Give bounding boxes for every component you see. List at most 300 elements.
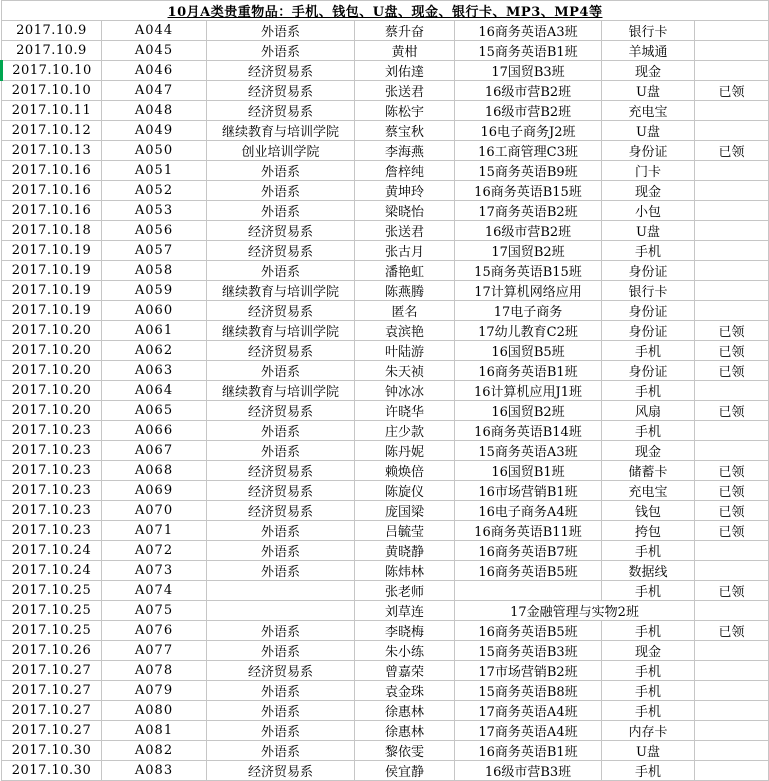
table-row — [2, 261, 769, 281]
table-row — [2, 761, 769, 781]
cell-item[interactable]: 门卡 — [602, 161, 695, 181]
cell-date[interactable]: 2017.10.10 — [2, 81, 102, 101]
cell-name[interactable]: 朱小练 — [355, 641, 455, 661]
cell-class[interactable]: 16电子商务J2班 — [455, 121, 602, 141]
cell-class[interactable]: 17商务英语A4班 — [455, 701, 602, 721]
cell-class[interactable]: 16商务英语A3班 — [455, 21, 602, 41]
cell-department[interactable]: 外语系 — [207, 541, 355, 561]
cell-id[interactable]: A048 — [102, 101, 207, 121]
cell-id[interactable]: A063 — [102, 361, 207, 381]
cell-department[interactable]: 外语系 — [207, 521, 355, 541]
cell-class[interactable]: 16级市营B2班 — [455, 221, 602, 241]
cell-department[interactable]: 外语系 — [207, 561, 355, 581]
cell-date[interactable]: 2017.10.24 — [2, 561, 102, 581]
cell-item[interactable]: 充电宝 — [602, 101, 695, 121]
cell-status[interactable] — [695, 561, 769, 581]
cell-item[interactable]: 手机 — [602, 421, 695, 441]
table-row — [2, 41, 769, 61]
cell-name[interactable]: 蔡宝秋 — [355, 121, 455, 141]
cell-id[interactable]: A062 — [102, 341, 207, 361]
cell-id[interactable]: A059 — [102, 281, 207, 301]
table-row — [2, 21, 769, 41]
cell-id[interactable]: A067 — [102, 441, 207, 461]
cell-name[interactable]: 陈燕腾 — [355, 281, 455, 301]
cell-id[interactable]: A077 — [102, 641, 207, 661]
cell-class[interactable]: 17金融管理与实物2班 — [455, 601, 695, 621]
cell-status[interactable] — [695, 761, 769, 781]
cell-status[interactable]: 已领 — [695, 521, 769, 541]
cell-item[interactable]: 羊城通 — [602, 41, 695, 61]
cell-id[interactable]: A053 — [102, 201, 207, 221]
table-row — [2, 661, 769, 681]
cell-name[interactable]: 许晓华 — [355, 401, 455, 421]
cell-name[interactable]: 黄坤玲 — [355, 181, 455, 201]
table-row — [2, 161, 769, 181]
cell-name[interactable]: 李晓梅 — [355, 621, 455, 641]
cell-name[interactable]: 梁晓怡 — [355, 201, 455, 221]
cell-department[interactable]: 经济贸易系 — [207, 221, 355, 241]
cell-item[interactable]: U盘 — [602, 741, 695, 761]
cell-name[interactable]: 陈炜林 — [355, 561, 455, 581]
cell-id[interactable]: A072 — [102, 541, 207, 561]
cell-status[interactable] — [695, 661, 769, 681]
cell-department[interactable]: 外语系 — [207, 261, 355, 281]
cell-date[interactable]: 2017.10.10 — [2, 61, 102, 81]
cell-item[interactable]: 内存卡 — [602, 721, 695, 741]
cell-item[interactable]: 现金 — [602, 61, 695, 81]
cell-status[interactable] — [695, 221, 769, 241]
cell-department[interactable]: 经济贸易系 — [207, 461, 355, 481]
cell-item[interactable]: 银行卡 — [602, 21, 695, 41]
cell-id[interactable]: A045 — [102, 41, 207, 61]
title-row — [2, 1, 769, 21]
cell-date[interactable]: 2017.10.18 — [2, 221, 102, 241]
cell-name[interactable]: 匿名 — [355, 301, 455, 321]
cell-class[interactable]: 16国贸B5班 — [455, 341, 602, 361]
cell-class[interactable]: 16级市营B2班 — [455, 81, 602, 101]
table-row — [2, 421, 769, 441]
cell-item[interactable]: 风扇 — [602, 401, 695, 421]
cell-date[interactable]: 2017.10.23 — [2, 481, 102, 501]
cell-class[interactable]: 16商务英语B1班 — [455, 741, 602, 761]
cell-status[interactable] — [695, 121, 769, 141]
cell-name[interactable]: 赖焕倍 — [355, 461, 455, 481]
cell-name[interactable]: 朱天祯 — [355, 361, 455, 381]
cell-status[interactable]: 已领 — [695, 621, 769, 641]
cell-item[interactable]: 现金 — [602, 441, 695, 461]
cell-item[interactable]: 银行卡 — [602, 281, 695, 301]
sheet-title: 10月A类贵重物品：手机、钱包、U盘、现金、银行卡、MP3、MP4等 — [2, 1, 769, 21]
cell-name[interactable]: 李海燕 — [355, 141, 455, 161]
cell-name[interactable]: 袁金珠 — [355, 681, 455, 701]
cell-id[interactable]: A061 — [102, 321, 207, 341]
table-row — [2, 301, 769, 321]
cell-item[interactable]: 充电宝 — [602, 481, 695, 501]
cell-date[interactable]: 2017.10.23 — [2, 441, 102, 461]
cell-id[interactable]: A082 — [102, 741, 207, 761]
cell-department[interactable]: 外语系 — [207, 361, 355, 381]
cell-name[interactable]: 袁滨艳 — [355, 321, 455, 341]
cell-name[interactable]: 张送君 — [355, 81, 455, 101]
cell-class[interactable]: 16商务英语B5班 — [455, 621, 602, 641]
cell-status[interactable] — [695, 541, 769, 561]
cell-class[interactable]: 16工商管理C3班 — [455, 141, 602, 161]
cell-department[interactable]: 外语系 — [207, 21, 355, 41]
cell-class[interactable]: 17商务英语B2班 — [455, 201, 602, 221]
cell-status[interactable]: 已领 — [695, 481, 769, 501]
cell-status[interactable] — [695, 681, 769, 701]
cell-status[interactable] — [695, 161, 769, 181]
cell-department[interactable]: 继续教育与培训学院 — [207, 381, 355, 401]
cell-name[interactable]: 黄柑 — [355, 41, 455, 61]
cell-name[interactable]: 张送君 — [355, 221, 455, 241]
cell-date[interactable]: 2017.10.25 — [2, 581, 102, 601]
cell-date[interactable]: 2017.10.30 — [2, 741, 102, 761]
cell-status[interactable] — [695, 181, 769, 201]
cell-item[interactable]: U盘 — [602, 81, 695, 101]
cell-id[interactable]: A071 — [102, 521, 207, 541]
table-row — [2, 441, 769, 461]
cell-item[interactable]: 手机 — [602, 701, 695, 721]
cell-item[interactable]: 手机 — [602, 341, 695, 361]
cell-date[interactable]: 2017.10.27 — [2, 721, 102, 741]
cell-date[interactable]: 2017.10.23 — [2, 421, 102, 441]
cell-date[interactable]: 2017.10.23 — [2, 501, 102, 521]
table-row — [2, 381, 769, 401]
cell-department[interactable] — [207, 601, 355, 621]
cell-department[interactable]: 外语系 — [207, 41, 355, 61]
cell-id[interactable]: A070 — [102, 501, 207, 521]
cell-department[interactable]: 创业培训学院 — [207, 141, 355, 161]
cell-class[interactable]: 15商务英语A3班 — [455, 441, 602, 461]
cell-id[interactable]: A047 — [102, 81, 207, 101]
cell-date[interactable]: 2017.10.19 — [2, 301, 102, 321]
cell-status[interactable]: 已领 — [695, 141, 769, 161]
cell-status[interactable] — [695, 701, 769, 721]
table-row — [2, 741, 769, 761]
cell-status[interactable] — [695, 201, 769, 221]
cell-name[interactable]: 庄少款 — [355, 421, 455, 441]
cell-date[interactable]: 2017.10.27 — [2, 661, 102, 681]
cell-class[interactable]: 16商务英语B14班 — [455, 421, 602, 441]
cell-date[interactable]: 2017.10.27 — [2, 701, 102, 721]
cell-id[interactable]: A064 — [102, 381, 207, 401]
cell-item[interactable]: U盘 — [602, 221, 695, 241]
cell-name[interactable]: 陈松宇 — [355, 101, 455, 121]
table-row — [2, 81, 769, 101]
cell-class[interactable]: 17国贸B2班 — [455, 241, 602, 261]
cell-date[interactable]: 2017.10.26 — [2, 641, 102, 661]
cell-class[interactable]: 15商务英语B15班 — [455, 261, 602, 281]
cell-id[interactable]: A079 — [102, 681, 207, 701]
cell-item[interactable]: 手机 — [602, 581, 695, 601]
cell-item[interactable]: 手机 — [602, 621, 695, 641]
cell-class[interactable]: 16国贸B1班 — [455, 461, 602, 481]
cell-class[interactable]: 17国贸B3班 — [455, 61, 602, 81]
table-row — [2, 141, 769, 161]
table-row — [2, 121, 769, 141]
cell-item[interactable]: 储蓄卡 — [602, 461, 695, 481]
cell-department[interactable]: 外语系 — [207, 641, 355, 661]
cell-item[interactable]: 身份证 — [602, 321, 695, 341]
cell-id[interactable]: A075 — [102, 601, 207, 621]
cell-date[interactable]: 2017.10.24 — [2, 541, 102, 561]
cell-date[interactable]: 2017.10.20 — [2, 321, 102, 341]
cell-name[interactable]: 庞国梁 — [355, 501, 455, 521]
cell-id[interactable]: A044 — [102, 21, 207, 41]
cell-class[interactable]: 16电子商务A4班 — [455, 501, 602, 521]
cell-department[interactable]: 经济贸易系 — [207, 61, 355, 81]
cell-id[interactable]: A074 — [102, 581, 207, 601]
cell-item[interactable]: 挎包 — [602, 521, 695, 541]
cell-department[interactable]: 经济贸易系 — [207, 241, 355, 261]
cell-department[interactable]: 外语系 — [207, 701, 355, 721]
cell-status[interactable] — [695, 301, 769, 321]
cell-item[interactable]: 身份证 — [602, 301, 695, 321]
cell-id[interactable]: A057 — [102, 241, 207, 261]
cell-name[interactable]: 张古月 — [355, 241, 455, 261]
cell-department[interactable]: 外语系 — [207, 201, 355, 221]
table-row — [2, 341, 769, 361]
cell-id[interactable]: A083 — [102, 761, 207, 781]
cell-date[interactable]: 2017.10.25 — [2, 601, 102, 621]
cell-id[interactable]: A052 — [102, 181, 207, 201]
cell-class[interactable]: 16国贸B2班 — [455, 401, 602, 421]
cell-item[interactable]: 数据线 — [602, 561, 695, 581]
cell-class[interactable]: 16商务英语B15班 — [455, 181, 602, 201]
cell-class[interactable]: 15商务英语B3班 — [455, 641, 602, 661]
cell-status[interactable]: 已领 — [695, 81, 769, 101]
cell-status[interactable] — [695, 41, 769, 61]
cell-class[interactable]: 17商务英语A4班 — [455, 721, 602, 741]
cell-date[interactable]: 2017.10.16 — [2, 161, 102, 181]
cell-name[interactable]: 蔡升奋 — [355, 21, 455, 41]
cell-status[interactable]: 已领 — [695, 501, 769, 521]
table-row — [2, 221, 769, 241]
table-row — [2, 401, 769, 421]
cell-date[interactable]: 2017.10.11 — [2, 101, 102, 121]
cell-id[interactable]: A073 — [102, 561, 207, 581]
cell-class[interactable]: 16市场营销B1班 — [455, 481, 602, 501]
cell-id[interactable]: A081 — [102, 721, 207, 741]
cell-date[interactable]: 2017.10.19 — [2, 261, 102, 281]
cell-status[interactable] — [695, 721, 769, 741]
cell-name[interactable]: 黄晓静 — [355, 541, 455, 561]
cell-status[interactable] — [695, 101, 769, 121]
cell-status[interactable]: 已领 — [695, 321, 769, 341]
cell-name[interactable]: 叶陆游 — [355, 341, 455, 361]
cell-date[interactable]: 2017.10.20 — [2, 361, 102, 381]
cell-date[interactable]: 2017.10.19 — [2, 281, 102, 301]
cell-id[interactable]: A056 — [102, 221, 207, 241]
cell-item[interactable]: 身份证 — [602, 361, 695, 381]
cell-department[interactable]: 继续教育与培训学院 — [207, 281, 355, 301]
cell-status[interactable]: 已领 — [695, 341, 769, 361]
table-row — [2, 561, 769, 581]
cell-name[interactable]: 吕毓莹 — [355, 521, 455, 541]
table-row — [2, 621, 769, 641]
cell-status[interactable] — [695, 441, 769, 461]
cell-id[interactable]: A050 — [102, 141, 207, 161]
cell-status[interactable]: 已领 — [695, 361, 769, 381]
cell-item[interactable]: 手机 — [602, 541, 695, 561]
cell-class[interactable]: 15商务英语B8班 — [455, 681, 602, 701]
cell-department[interactable]: 继续教育与培训学院 — [207, 121, 355, 141]
cell-name[interactable]: 詹梓纯 — [355, 161, 455, 181]
cell-date[interactable]: 2017.10.27 — [2, 681, 102, 701]
cell-date[interactable]: 2017.10.9 — [2, 41, 102, 61]
cell-status[interactable]: 已领 — [695, 581, 769, 601]
cell-department[interactable]: 经济贸易系 — [207, 501, 355, 521]
cell-department[interactable]: 外语系 — [207, 181, 355, 201]
cell-department[interactable]: 经济贸易系 — [207, 761, 355, 781]
cell-name[interactable]: 潘艳虹 — [355, 261, 455, 281]
cell-date[interactable]: 2017.10.13 — [2, 141, 102, 161]
table-row — [2, 481, 769, 501]
cell-name[interactable]: 陈旋仪 — [355, 481, 455, 501]
cell-date[interactable]: 2017.10.9 — [2, 21, 102, 41]
cell-class[interactable]: 16商务英语B5班 — [455, 561, 602, 581]
cell-status[interactable] — [695, 241, 769, 261]
cell-status[interactable] — [695, 601, 769, 621]
cell-department[interactable]: 经济贸易系 — [207, 101, 355, 121]
cell-class[interactable]: 15商务英语B1班 — [455, 41, 602, 61]
table-row — [2, 361, 769, 381]
table-row — [2, 321, 769, 341]
cell-class[interactable]: 17市场营销B2班 — [455, 661, 602, 681]
cell-status[interactable] — [695, 61, 769, 81]
cell-date[interactable]: 2017.10.20 — [2, 341, 102, 361]
cell-class[interactable]: 17幼儿教育C2班 — [455, 321, 602, 341]
table-row — [2, 461, 769, 481]
cell-id[interactable]: A068 — [102, 461, 207, 481]
cell-item[interactable]: 手机 — [602, 761, 695, 781]
cell-department[interactable]: 继续教育与培训学院 — [207, 321, 355, 341]
cell-status[interactable] — [695, 381, 769, 401]
cell-status[interactable] — [695, 741, 769, 761]
cell-id[interactable]: A065 — [102, 401, 207, 421]
cell-class[interactable] — [455, 581, 602, 601]
cell-department[interactable]: 外语系 — [207, 441, 355, 461]
cell-name[interactable]: 侯宜静 — [355, 761, 455, 781]
cell-item[interactable]: 手机 — [602, 681, 695, 701]
cell-date[interactable]: 2017.10.12 — [2, 121, 102, 141]
cell-item[interactable]: U盘 — [602, 121, 695, 141]
cell-date[interactable]: 2017.10.23 — [2, 521, 102, 541]
cell-name[interactable]: 钟冰冰 — [355, 381, 455, 401]
cell-class[interactable]: 17计算机网络应用 — [455, 281, 602, 301]
cell-department[interactable]: 经济贸易系 — [207, 341, 355, 361]
cell-id[interactable]: A069 — [102, 481, 207, 501]
cell-class[interactable]: 16级市营B3班 — [455, 761, 602, 781]
cell-department[interactable]: 外语系 — [207, 621, 355, 641]
cell-department[interactable]: 外语系 — [207, 161, 355, 181]
cell-class[interactable]: 15商务英语B9班 — [455, 161, 602, 181]
cell-department[interactable]: 外语系 — [207, 721, 355, 741]
cell-id[interactable]: A066 — [102, 421, 207, 441]
cell-name[interactable]: 徐惠林 — [355, 721, 455, 741]
cell-class[interactable]: 16商务英语B1班 — [455, 361, 602, 381]
cell-status[interactable] — [695, 21, 769, 41]
cell-date[interactable]: 2017.10.20 — [2, 381, 102, 401]
cell-department[interactable]: 外语系 — [207, 421, 355, 441]
cell-id[interactable]: A058 — [102, 261, 207, 281]
table-row — [2, 181, 769, 201]
cell-department[interactable]: 经济贸易系 — [207, 81, 355, 101]
cell-status[interactable]: 已领 — [695, 401, 769, 421]
cell-department[interactable] — [207, 581, 355, 601]
cell-date[interactable]: 2017.10.16 — [2, 181, 102, 201]
table-row — [2, 521, 769, 541]
cell-item[interactable]: 身份证 — [602, 141, 695, 161]
cell-date[interactable]: 2017.10.19 — [2, 241, 102, 261]
table-row — [2, 601, 769, 621]
cell-item[interactable]: 小包 — [602, 201, 695, 221]
cell-id[interactable]: A046 — [102, 61, 207, 81]
cell-item[interactable]: 现金 — [602, 641, 695, 661]
cell-department[interactable]: 外语系 — [207, 741, 355, 761]
cell-id[interactable]: A076 — [102, 621, 207, 641]
table-row — [2, 101, 769, 121]
cell-id[interactable]: A049 — [102, 121, 207, 141]
cell-status[interactable]: 已领 — [695, 461, 769, 481]
table-row — [2, 541, 769, 561]
cell-class[interactable]: 17电子商务 — [455, 301, 602, 321]
cell-class[interactable]: 16计算机应用J1班 — [455, 381, 602, 401]
cell-status[interactable] — [695, 261, 769, 281]
cell-department[interactable]: 经济贸易系 — [207, 301, 355, 321]
cell-id[interactable]: A080 — [102, 701, 207, 721]
cell-department[interactable]: 经济贸易系 — [207, 401, 355, 421]
cell-date[interactable]: 2017.10.16 — [2, 201, 102, 221]
cell-date[interactable]: 2017.10.30 — [2, 761, 102, 781]
cell-item[interactable]: 身份证 — [602, 261, 695, 281]
table-row — [2, 641, 769, 661]
cell-name[interactable]: 刘佑達 — [355, 61, 455, 81]
table-row — [2, 281, 769, 301]
cell-item[interactable]: 手机 — [602, 241, 695, 261]
cell-status[interactable] — [695, 641, 769, 661]
cell-name[interactable]: 黎依雯 — [355, 741, 455, 761]
cell-department[interactable]: 外语系 — [207, 681, 355, 701]
cell-item[interactable]: 现金 — [602, 181, 695, 201]
table-row — [2, 581, 769, 601]
table-row — [2, 241, 769, 261]
cell-status[interactable] — [695, 421, 769, 441]
cell-department[interactable]: 经济贸易系 — [207, 661, 355, 681]
cell-name[interactable]: 陈丹妮 — [355, 441, 455, 461]
cell-department[interactable]: 经济贸易系 — [207, 481, 355, 501]
cell-id[interactable]: A051 — [102, 161, 207, 181]
cell-date[interactable]: 2017.10.23 — [2, 461, 102, 481]
cell-class[interactable]: 16商务英语B11班 — [455, 521, 602, 541]
cell-id[interactable]: A078 — [102, 661, 207, 681]
cell-id[interactable]: A060 — [102, 301, 207, 321]
cell-item[interactable]: 手机 — [602, 661, 695, 681]
cell-date[interactable]: 2017.10.20 — [2, 401, 102, 421]
cell-name[interactable]: 曾嘉荣 — [355, 661, 455, 681]
cell-name[interactable]: 张老师 — [355, 581, 455, 601]
cell-item[interactable]: 手机 — [602, 381, 695, 401]
cell-date[interactable]: 2017.10.25 — [2, 621, 102, 641]
table-row — [2, 681, 769, 701]
cell-name[interactable]: 刘草连 — [355, 601, 455, 621]
cell-class[interactable]: 16商务英语B7班 — [455, 541, 602, 561]
cell-class[interactable]: 16级市营B2班 — [455, 101, 602, 121]
cell-item[interactable]: 钱包 — [602, 501, 695, 521]
cell-name[interactable]: 徐惠林 — [355, 701, 455, 721]
cell-status[interactable] — [695, 281, 769, 301]
